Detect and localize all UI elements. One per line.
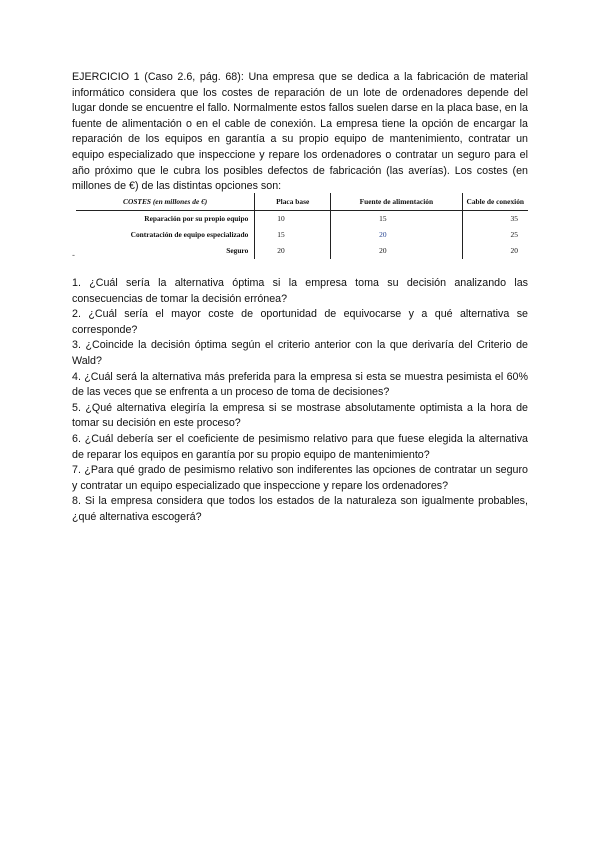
table-header-row: [76, 193, 528, 211]
table-cell: 10: [255, 211, 331, 228]
question-list: [72, 276, 528, 526]
table-cell: 20: [331, 243, 462, 259]
table-row: [76, 243, 528, 259]
table-header-costs: COSTES (en millones de €): [76, 193, 255, 211]
question-1: 1. ¿Cuál sería la alternativa óptima si la empresa toma su decisión analizando las consecuencias de tomar la decisión errónea?: [72, 277, 528, 305]
table-cell: 25: [462, 227, 528, 243]
exercise-intro: EJERCICIO 1 (Caso 2.6, pág. 68): Una empresa que se dedica a la fabricación de material informático considera que los costes de reparación de un lote de ordenadores depende del lugar donde se encuentre el fallo. Normalmente estos fallos suelen darse en la placa base, en la fuente de alimentación o en el cable de conexión. La empresa tiene la opción de encargar la reparación de los equipos en garantía a su propio equipo de mantenimiento, contratar un equipo especializado que inspeccione y repare los ordenadores o contratar un seguro para el año próximo que le cubra los posibles defectos de fabricación (las averías). Los costes (en millones de €) de las distintas opciones son:: [72, 71, 528, 193]
question-6: 6. ¿Cuál debería ser el coeficiente de pesimismo relativo para que fuese elegida la alternativa de reparar los equipos en garantía por su propio equipo de mantenimiento?: [72, 432, 528, 461]
question-8: 8. Si la empresa considera que todos los estados de la naturaleza son igualmente probables, ¿qué alternativa escogerá?: [72, 495, 528, 523]
table-cell: 15: [255, 227, 331, 243]
table-header-cable: Cable de conexión: [462, 193, 528, 211]
table-cell: 20: [462, 243, 528, 259]
question-5: 5. ¿Qué alternativa elegiría la empresa si se mostrase absolutamente optimista a la hora de tomar su decisión en este proceso?: [72, 401, 528, 430]
row-label-equipo-especializado: Contratación de equipo especializado: [130, 230, 249, 239]
row-label-seguro: Seguro: [226, 246, 249, 255]
question-3: 3. ¿Coincide la decisión óptima según el criterio anterior con la que derivaría del Criterio de Wald?: [72, 339, 528, 367]
stray-mark: -: [72, 250, 75, 260]
question-7: 7. ¿Para qué grado de pesimismo relativo son indiferentes las opciones de contratar un seguro y contratar un equipo especializado que inspeccione y repare los ordenadores?: [72, 464, 528, 492]
question-2: 2. ¿Cuál sería el mayor coste de oportunidad de equivocarse y a qué alternativa se corresponde?: [72, 308, 528, 336]
table-cell: 15: [331, 211, 462, 228]
row-label-propio-equipo: Reparación por su propio equipo: [144, 214, 249, 223]
table-row: [76, 227, 528, 243]
table-header-placa-base: Placa base: [255, 193, 331, 211]
question-4: 4. ¿Cuál será la alternativa más preferida para la empresa si esta se muestra pesimista el 60% de las veces que se enfrenta a un proceso de toma de decisiones?: [72, 370, 528, 399]
table-cell: 35: [462, 211, 528, 228]
table-cell: 20: [331, 227, 462, 243]
table-header-fuente: Fuente de alimentación: [331, 193, 462, 211]
table-row: [76, 211, 528, 228]
table-cell: 20: [255, 243, 331, 259]
cost-table: [76, 193, 528, 259]
